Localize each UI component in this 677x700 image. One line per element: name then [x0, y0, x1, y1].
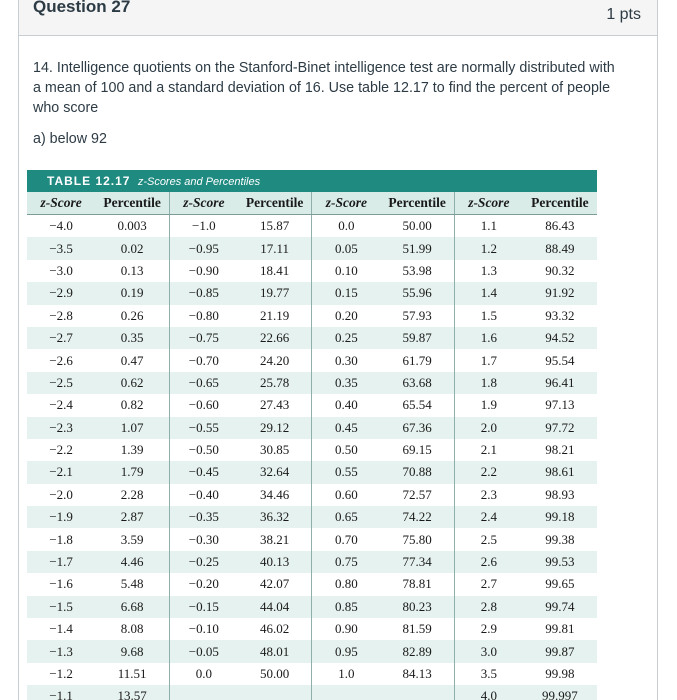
percentile-cell: 69.15 — [380, 439, 454, 461]
percentile-cell: 99.38 — [545, 531, 575, 547]
percentile-cell: 98.61 — [523, 461, 597, 483]
percentile-cell: 22.66 — [238, 327, 312, 349]
z-score-cell: −0.70 — [188, 352, 219, 368]
header-percentile-3: Percentile — [380, 192, 454, 215]
table-row — [27, 349, 597, 371]
z-score-cell: 1.1 — [480, 218, 497, 234]
z-score-cell: −0.35 — [169, 506, 237, 528]
z-score-cell: 2.9 — [480, 621, 497, 637]
header-z-4: z-Score — [454, 192, 522, 215]
percentile-cell: 70.88 — [380, 461, 454, 483]
percentile-cell: 38.21 — [238, 528, 312, 550]
percentile-cell: 1.79 — [95, 461, 169, 483]
question-part-a: a) below 92 — [33, 131, 107, 147]
percentile-cell: 0.02 — [95, 237, 169, 259]
z-score-cell: 0.15 — [312, 282, 380, 304]
z-score-cell: −2.5 — [27, 372, 95, 394]
percentile-cell: 50.00 — [238, 663, 312, 685]
percentile-cell: 97.72 — [523, 417, 597, 439]
z-score-cell: 2.2 — [454, 461, 522, 483]
percentile-cell: 6.68 — [95, 596, 169, 618]
z-score-cell: −2.2 — [49, 442, 73, 458]
percentile-cell: 99.81 — [545, 621, 575, 637]
percentile-cell: 86.43 — [545, 218, 575, 234]
z-score-cell: 1.9 — [480, 397, 497, 413]
z-score-cell: −1.0 — [192, 218, 216, 234]
percentile-cell: 11.51 — [95, 663, 169, 685]
z-score-cell: −4.0 — [49, 218, 73, 234]
percentile-cell: 0.47 — [95, 349, 169, 371]
z-score-cell — [169, 685, 237, 700]
percentile-cell: 96.41 — [523, 372, 597, 394]
z-score-cell: 0.80 — [334, 576, 358, 592]
percentile-cell: 99.87 — [523, 640, 597, 662]
percentile-cell: 88.49 — [523, 237, 597, 259]
z-score-cell: 0.70 — [334, 531, 358, 547]
z-score-cell: 0.75 — [312, 551, 380, 573]
header-percentile-2: Percentile — [238, 192, 312, 215]
percentile-cell: 50.00 — [380, 215, 454, 238]
table-row — [27, 215, 597, 238]
percentile-cell: 44.04 — [238, 596, 312, 618]
percentile-cell: 19.77 — [238, 282, 312, 304]
percentile-cell: 24.20 — [238, 349, 312, 371]
percentile-cell: 27.43 — [238, 394, 312, 416]
table-row — [27, 461, 597, 483]
z-score-cell: −2.7 — [27, 327, 95, 349]
z-score-cell: 2.8 — [454, 596, 522, 618]
table-header-row — [27, 192, 597, 215]
percentile-cell: 2.28 — [95, 484, 169, 506]
percentile-cell: 1.07 — [95, 417, 169, 439]
percentile-cell: 0.35 — [95, 327, 169, 349]
z-score-cell: 0.90 — [334, 621, 358, 637]
percentile-cell: 65.54 — [380, 394, 454, 416]
z-score-cell: 3.0 — [454, 640, 522, 662]
z-score-cell: 0.45 — [312, 417, 380, 439]
percentile-cell: 25.78 — [238, 372, 312, 394]
z-score-cell: −0.90 — [188, 262, 219, 278]
z-score-cell: −1.3 — [27, 640, 95, 662]
z-score-cell: 0.30 — [334, 352, 358, 368]
percentile-cell: 95.54 — [545, 352, 575, 368]
z-score-cell: −2.0 — [49, 486, 73, 502]
z-score-cell: −0.15 — [169, 596, 237, 618]
z-score-cell: −1.5 — [27, 596, 95, 618]
z-score-cell: 1.6 — [454, 327, 522, 349]
percentile-cell: 29.12 — [238, 417, 312, 439]
percentile-cell: 59.87 — [380, 327, 454, 349]
z-score-cell: −0.25 — [169, 551, 237, 573]
z-score-cell: −3.5 — [27, 237, 95, 259]
percentile-cell: 80.23 — [380, 596, 454, 618]
z-score-cell: 3.5 — [480, 666, 497, 681]
percentile-cell — [238, 685, 312, 700]
percentile-cell: 84.13 — [380, 663, 454, 685]
z-score-cell: 2.7 — [480, 576, 497, 592]
table-row — [27, 551, 597, 573]
table-row — [27, 528, 597, 550]
z-score-cell: −0.95 — [169, 237, 237, 259]
z-score-cell: −1.9 — [27, 506, 95, 528]
percentile-cell: 2.87 — [95, 506, 169, 528]
percentile-cell: 67.36 — [380, 417, 454, 439]
z-score-cell: 0.05 — [312, 237, 380, 259]
percentile-cell: 63.68 — [380, 372, 454, 394]
question-points: 1 pts — [606, 6, 641, 23]
percentile-cell: 21.19 — [238, 305, 312, 327]
percentile-cell: 99.98 — [545, 666, 575, 681]
percentile-cell: 13.57 — [95, 685, 169, 700]
percentile-cell: 72.57 — [380, 484, 454, 506]
percentile-cell: 0.13 — [95, 260, 169, 282]
z-score-cell: −0.10 — [188, 621, 219, 637]
z-score-cell: 0.55 — [312, 461, 380, 483]
percentile-cell: 4.46 — [95, 551, 169, 573]
z-score-cell: −0.60 — [188, 397, 219, 413]
z-score-cell: 1.8 — [454, 372, 522, 394]
z-score-cell: 2.3 — [480, 486, 497, 502]
question-header — [18, 0, 658, 36]
z-score-cell: 0.0 — [338, 218, 355, 234]
z-score-cell: 0.40 — [334, 397, 358, 413]
z-score-cell: 1.3 — [480, 262, 497, 278]
z-score-cell: −2.4 — [49, 397, 73, 413]
z-score-cell: −1.1 — [27, 685, 95, 700]
z-score-cell: −0.55 — [169, 417, 237, 439]
z-score-cell: −1.4 — [49, 621, 73, 637]
z-score-cell: 0.35 — [312, 372, 380, 394]
percentile-cell: 0.26 — [95, 305, 169, 327]
percentile-cell: 98.93 — [545, 486, 575, 502]
percentile-cell: 36.32 — [238, 506, 312, 528]
percentile-cell: 91.92 — [523, 282, 597, 304]
z-score-cell: 1.7 — [480, 352, 497, 368]
percentile-cell: 81.59 — [380, 618, 454, 640]
z-score-cell: −0.75 — [169, 327, 237, 349]
header-z-2: z-Score — [169, 192, 237, 215]
percentile-cell: 53.98 — [380, 260, 454, 282]
z-score-cell: 1.0 — [338, 666, 355, 681]
percentile-cell: 94.52 — [523, 327, 597, 349]
table-row — [27, 596, 597, 618]
table-row — [27, 663, 597, 685]
percentile-cell: 0.62 — [95, 372, 169, 394]
percentile-cell: 9.68 — [95, 640, 169, 662]
table-row — [27, 394, 597, 416]
z-score-cell: 0.0 — [195, 666, 212, 681]
z-score-cell: −2.9 — [27, 282, 95, 304]
z-score-cell: 2.0 — [454, 417, 522, 439]
z-score-cell: −0.80 — [188, 307, 219, 323]
percentile-cell: 0.82 — [95, 394, 169, 416]
table-row — [27, 237, 597, 259]
percentile-cell: 34.46 — [238, 484, 312, 506]
z-score-cell: −0.40 — [188, 486, 219, 502]
z-score-cell: −2.8 — [49, 307, 73, 323]
zscore-table — [27, 192, 597, 700]
z-score-cell: 0.20 — [334, 307, 358, 323]
table-caption — [27, 170, 597, 192]
percentile-cell — [380, 685, 454, 700]
z-score-cell: −0.65 — [169, 372, 237, 394]
z-score-cell: −1.6 — [49, 576, 73, 592]
z-score-cell: 0.50 — [334, 442, 358, 458]
z-score-cell: −2.6 — [49, 352, 73, 368]
percentile-cell: 8.08 — [95, 618, 169, 640]
z-score-cell: 2.5 — [480, 531, 497, 547]
percentile-cell: 99.65 — [545, 576, 575, 592]
header-percentile-4: Percentile — [523, 192, 597, 215]
z-score-cell: 1.5 — [480, 307, 497, 323]
z-score-cell: 0.60 — [334, 486, 358, 502]
z-score-cell: −3.0 — [49, 262, 73, 278]
question-title: Question 27 — [33, 0, 131, 16]
header-z-3: z-Score — [312, 192, 380, 215]
table-row — [27, 305, 597, 327]
z-score-cell: 0.25 — [312, 327, 380, 349]
table-row — [27, 372, 597, 394]
percentile-cell: 3.59 — [95, 528, 169, 550]
percentile-cell: 5.48 — [95, 573, 169, 595]
z-score-cell: −2.1 — [27, 461, 95, 483]
z-score-cell: 1.4 — [454, 282, 522, 304]
table-row — [27, 484, 597, 506]
table-row — [27, 260, 597, 282]
header-z-1: z-Score — [27, 192, 95, 215]
percentile-cell: 17.11 — [238, 237, 312, 259]
table-row — [27, 417, 597, 439]
percentile-cell: 82.89 — [380, 640, 454, 662]
z-score-cell: 2.6 — [454, 551, 522, 573]
table-subtitle: z-Scores and Percentiles — [137, 176, 261, 188]
z-score-cell: −1.8 — [49, 531, 73, 547]
z-score-cell: 0.85 — [312, 596, 380, 618]
z-score-cell: −0.85 — [169, 282, 237, 304]
z-score-cell: −0.05 — [169, 640, 237, 662]
percentile-cell: 18.41 — [238, 260, 312, 282]
table-row — [27, 439, 597, 461]
table-label: TABLE 12.17 — [47, 174, 131, 188]
percentile-cell: 0.19 — [95, 282, 169, 304]
percentile-cell: 1.39 — [95, 439, 169, 461]
z-score-cell: −2.3 — [27, 417, 95, 439]
z-score-cell — [312, 685, 380, 700]
percentile-cell: 57.93 — [380, 305, 454, 327]
percentile-cell: 99.74 — [523, 596, 597, 618]
z-score-cell: 0.95 — [312, 640, 380, 662]
percentile-cell: 55.96 — [380, 282, 454, 304]
table-row — [27, 573, 597, 595]
z-score-cell: 1.2 — [454, 237, 522, 259]
percentile-cell: 42.07 — [238, 573, 312, 595]
table-row — [27, 327, 597, 349]
percentile-cell: 75.80 — [380, 528, 454, 550]
header-percentile-1: Percentile — [95, 192, 169, 215]
percentile-cell: 32.64 — [238, 461, 312, 483]
z-score-cell: −0.50 — [188, 442, 219, 458]
percentile-cell: 90.32 — [545, 262, 575, 278]
percentile-cell: 46.02 — [238, 618, 312, 640]
percentile-cell: 99.53 — [523, 551, 597, 573]
z-score-cell: −0.45 — [169, 461, 237, 483]
table-row — [27, 618, 597, 640]
z-score-cell: −1.7 — [27, 551, 95, 573]
z-score-cell: 2.1 — [480, 442, 497, 458]
z-score-cell: 2.4 — [454, 506, 522, 528]
percentile-cell: 40.13 — [238, 551, 312, 573]
table-row — [27, 506, 597, 528]
percentile-cell: 99.18 — [523, 506, 597, 528]
percentile-cell: 78.81 — [380, 573, 454, 595]
percentile-cell: 0.003 — [95, 215, 169, 238]
percentile-cell: 93.32 — [545, 307, 575, 323]
z-score-cell: −1.2 — [49, 666, 73, 681]
table-row — [27, 640, 597, 662]
z-score-cell: −0.20 — [188, 576, 219, 592]
percentile-cell: 15.87 — [238, 215, 312, 238]
percentile-cell: 30.85 — [238, 439, 312, 461]
z-score-cell: 0.10 — [334, 262, 358, 278]
percentile-cell: 61.79 — [380, 349, 454, 371]
z-score-cell: −0.30 — [188, 531, 219, 547]
percentile-cell: 99.997 — [523, 685, 597, 700]
table-row — [27, 685, 597, 700]
table-row — [27, 282, 597, 304]
zscore-table-image — [27, 170, 597, 700]
percentile-cell: 74.22 — [380, 506, 454, 528]
question-text: 14. Intelligence quotients on the Stanford-Binet intelligence test are normally distributed with a mean of 100 and a standard deviation of 16. Use table 12.17 to find the percent of people who score — [33, 60, 615, 116]
percentile-cell: 97.13 — [545, 397, 575, 413]
percentile-cell: 51.99 — [380, 237, 454, 259]
z-score-cell: 4.0 — [454, 685, 522, 700]
z-score-cell: 0.65 — [312, 506, 380, 528]
percentile-cell: 98.21 — [545, 442, 575, 458]
percentile-cell: 48.01 — [238, 640, 312, 662]
percentile-cell: 77.34 — [380, 551, 454, 573]
